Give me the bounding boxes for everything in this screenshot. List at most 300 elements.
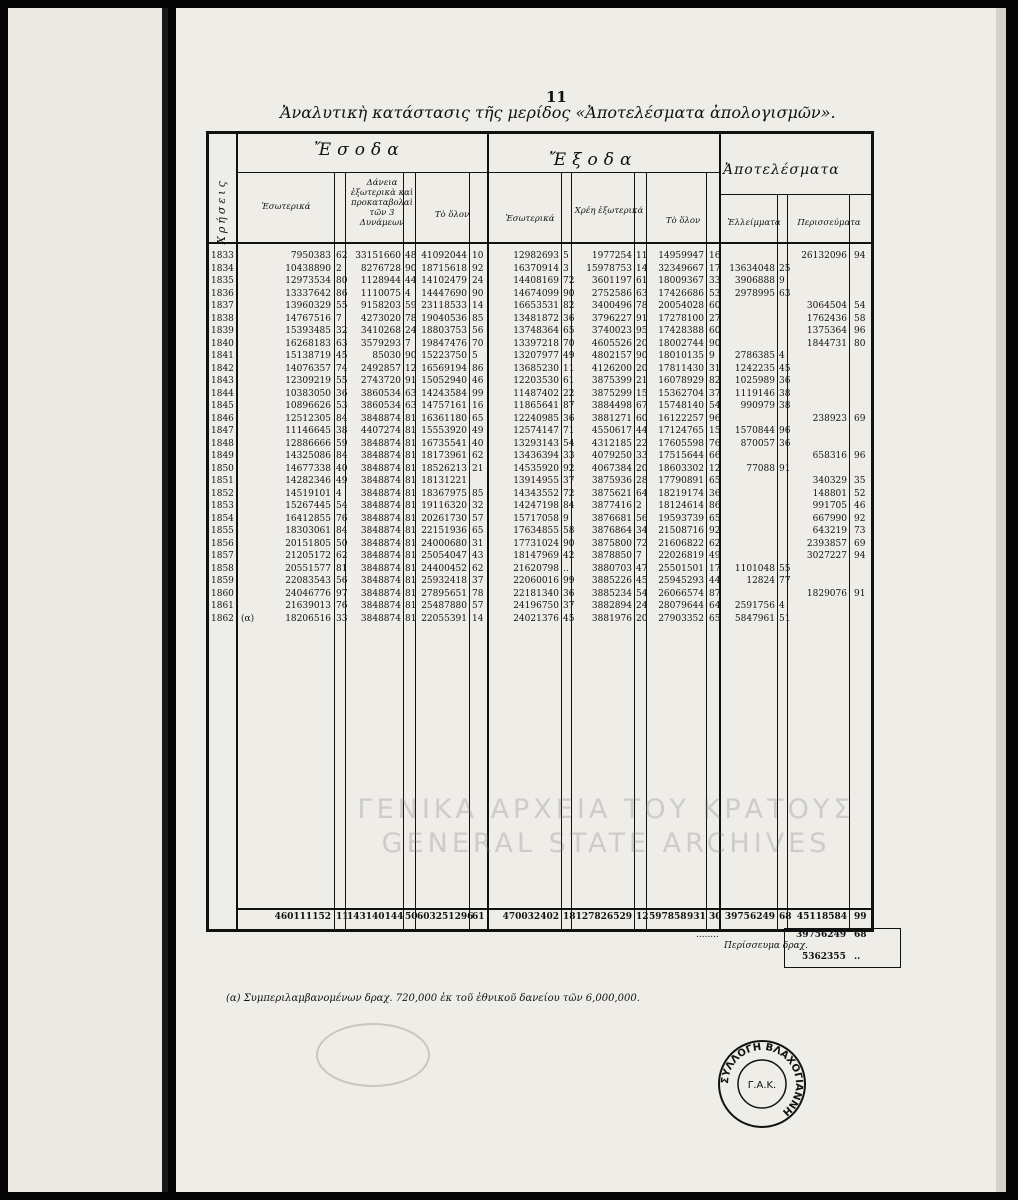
cell-domestic-income-cents: 55 <box>336 301 348 311</box>
cell-foreign-debts: 4126200 <box>591 363 632 374</box>
cell-foreign-debts: 3875399 <box>591 376 632 386</box>
cell-deficit-cents: 9 <box>779 276 785 286</box>
cell-domestic-expenses: 24196750 <box>513 601 559 611</box>
cell-total-income: 14102479 <box>421 276 467 286</box>
cell-total-expenses: 17605598 <box>658 438 704 449</box>
cell-domestic-expenses-cents: 70 <box>563 338 575 349</box>
table-row <box>209 451 871 464</box>
total-deficits-cents: 68 <box>779 912 792 922</box>
cell-loans: 8276728 <box>360 263 401 274</box>
cell-domestic-expenses: 13914955 <box>513 476 559 486</box>
cell-loans: 4273020 <box>360 313 401 324</box>
cell-domestic-expenses: 21620798 <box>513 563 559 574</box>
cell-domestic-expenses: 17731024 <box>513 538 559 549</box>
cell-year: 1862 <box>211 613 234 624</box>
cell-total-income-cents: 14 <box>472 613 484 624</box>
cell-foreign-debts-cents: 20 <box>636 463 648 474</box>
expenses-header: Ἔξοδα <box>549 150 638 170</box>
cell-total-expenses-cents: 44 <box>709 576 721 586</box>
cell-loans: 1110075 <box>360 288 401 299</box>
cell-domestic-income-cents: 38 <box>336 426 348 436</box>
cell-year: 1838 <box>211 313 234 324</box>
cell-domestic-income: 12309219 <box>285 376 331 386</box>
cell-surplus-cents: 69 <box>854 413 866 424</box>
cell-loans-cents: 81 <box>405 426 417 436</box>
cell-loans-cents: 48 <box>405 251 417 261</box>
cell-domestic-expenses-cents: 61 <box>563 376 575 386</box>
cell-domestic-income-cents: 32 <box>336 326 348 336</box>
cell-surplus: 1844731 <box>806 338 847 349</box>
cell-loans: 3860534 <box>360 388 401 399</box>
cell-loans-cents: 81 <box>405 413 417 424</box>
cell-loans-cents: 81 <box>405 476 417 486</box>
cell-domestic-income-cents: 55 <box>336 376 348 386</box>
total-income-cents: 61 <box>472 912 485 922</box>
cell-total-expenses-cents: 60 <box>709 326 721 336</box>
cell-total-income-cents: 70 <box>472 338 484 349</box>
cell-loans: 3410268 <box>360 326 401 336</box>
cell-total-expenses: 18010135 <box>658 351 704 361</box>
cell-domestic-income-cents: 62 <box>336 551 348 561</box>
cell-total-expenses: 14959947 <box>658 251 704 261</box>
cell-domestic-expenses-cents: 9 <box>563 513 569 524</box>
cell-total-expenses-cents: 17 <box>709 563 721 574</box>
page-edge <box>162 8 168 1192</box>
cell-total-income-cents: 90 <box>472 288 484 299</box>
cell-loans-cents: 81 <box>405 451 417 461</box>
cell-domestic-expenses-cents: 58 <box>563 526 575 536</box>
cell-foreign-debts: 3876681 <box>591 513 632 524</box>
balance-dots: ........ <box>696 930 719 940</box>
cell-domestic-expenses-cents: 65 <box>563 326 575 336</box>
cell-foreign-debts-cents: 34 <box>636 526 648 536</box>
cell-surplus: 1829076 <box>806 588 847 599</box>
cell-total-income-cents: 57 <box>472 513 484 524</box>
cell-foreign-debts: 4079250 <box>591 451 632 461</box>
cell-deficit: 2978995 <box>734 288 775 299</box>
cell-loans: 3860534 <box>360 401 401 411</box>
table-row <box>209 489 871 502</box>
cell-total-income: 18131221 <box>421 476 467 486</box>
cell-domestic-income-cents: 54 <box>336 501 348 511</box>
cell-domestic-income-cents: 84 <box>336 451 348 461</box>
cell-foreign-debts-cents: 24 <box>636 601 648 611</box>
cell-foreign-debts-cents: 15 <box>636 388 648 399</box>
cell-loans: 3579293 <box>360 338 401 349</box>
cell-domestic-income-cents: 81 <box>336 563 348 574</box>
cell-surplus-cents: 58 <box>854 313 866 324</box>
cell-domestic-income: 15393485 <box>285 326 331 336</box>
col-header-foreign-debts: Χρέη ἐξωτερικά <box>574 206 644 216</box>
cell-total-income-cents: 49 <box>472 426 484 436</box>
cell-foreign-debts-cents: 45 <box>636 576 648 586</box>
table-row <box>209 614 871 627</box>
cell-loans-cents: 81 <box>405 438 417 449</box>
cell-total-expenses: 18002744 <box>658 338 704 349</box>
cell-domestic-expenses: 13685230 <box>513 363 559 374</box>
cell-surplus: 2393857 <box>806 538 847 549</box>
cell-total-expenses: 17811430 <box>658 363 704 374</box>
cell-foreign-debts-cents: 56 <box>636 513 648 524</box>
cell-domestic-income-cents: 56 <box>336 576 348 586</box>
total-deficits: 39756249 <box>724 912 775 922</box>
cell-surplus-cents: 92 <box>854 513 866 524</box>
cell-foreign-debts: 3876864 <box>591 526 632 536</box>
cell-total-income: 18526213 <box>421 463 467 474</box>
cell-total-expenses-cents: 54 <box>709 401 721 411</box>
cell-year: 1856 <box>211 538 234 549</box>
cell-total-expenses-cents: 62 <box>709 538 721 549</box>
cell-domestic-expenses: 14674099 <box>513 288 559 299</box>
cell-loans: 3848874 <box>360 613 401 624</box>
cell-domestic-income: 13337642 <box>285 288 331 299</box>
cell-total-income: 19040536 <box>421 313 467 324</box>
cell-domestic-income: 18206516 <box>285 613 331 624</box>
cell-deficit-cents: 38 <box>779 401 791 411</box>
table-row <box>209 314 871 327</box>
cell-foreign-debts-cents: 11 <box>636 251 648 261</box>
cell-loans: 2743720 <box>360 376 401 386</box>
cell-year: 1861 <box>211 601 234 611</box>
cell-deficit: 870057 <box>740 438 775 449</box>
cell-deficit: 2591756 <box>734 601 775 611</box>
cell-surplus: 26132096 <box>801 251 847 261</box>
cell-domestic-income-cents: 4 <box>336 488 342 499</box>
cell-total-expenses-cents: 86 <box>709 501 721 511</box>
cell-total-income: 27895651 <box>421 588 467 599</box>
cell-total-expenses-cents: 49 <box>709 551 721 561</box>
cell-domestic-expenses-cents: 33 <box>563 451 575 461</box>
cell-total-expenses: 15748140 <box>658 401 704 411</box>
cell-loans-cents: 81 <box>405 613 417 624</box>
cell-total-income: 16735541 <box>421 438 467 449</box>
cell-foreign-debts: 3881976 <box>591 613 632 624</box>
cell-total-expenses: 25945293 <box>658 576 704 586</box>
cell-domestic-income-cents: 49 <box>336 476 348 486</box>
cell-loans: 3848874 <box>360 551 401 561</box>
cell-domestic-expenses: 11865641 <box>513 401 559 411</box>
cell-total-expenses: 18219174 <box>658 488 704 499</box>
cell-year: 1835 <box>211 276 234 286</box>
cell-total-income-cents: 65 <box>472 413 484 424</box>
cell-domestic-income: 22083543 <box>285 576 331 586</box>
cell-loans-cents: 81 <box>405 463 417 474</box>
cell-foreign-debts-cents: 20 <box>636 613 648 624</box>
cell-total-income-cents: 65 <box>472 526 484 536</box>
cell-surplus: 3027227 <box>806 551 847 561</box>
cell-domestic-income-cents: 84 <box>336 526 348 536</box>
cell-domestic-expenses: 13293143 <box>513 438 559 449</box>
cell-loans: 3848874 <box>360 476 401 486</box>
cell-domestic-expenses: 12240985 <box>513 413 559 424</box>
cell-domestic-expenses-cents: 3 <box>563 263 569 274</box>
table-row <box>209 514 871 527</box>
header-rule <box>719 194 871 195</box>
cell-total-expenses: 16122257 <box>658 413 704 424</box>
cell-total-income: 18715618 <box>421 263 467 274</box>
cell-deficit-cents: 55 <box>779 563 791 574</box>
cell-domestic-expenses-cents: 37 <box>563 601 575 611</box>
cell-domestic-expenses: 12982693 <box>513 251 559 261</box>
total-domestic-income: 460111152 <box>274 912 331 922</box>
cell-total-income: 24000680 <box>421 538 467 549</box>
cell-domestic-expenses: 15717058 <box>513 513 559 524</box>
cell-loans-cents: 81 <box>405 513 417 524</box>
income-header: Ἔσοδα <box>314 140 405 160</box>
table-row <box>209 501 871 514</box>
cell-domestic-income-cents: 74 <box>336 363 348 374</box>
cell-deficit: 3906888 <box>734 276 775 286</box>
cell-domestic-expenses-cents: 84 <box>563 501 575 511</box>
cell-domestic-expenses-cents: 71 <box>563 426 575 436</box>
cell-domestic-expenses-cents: 99 <box>563 576 575 586</box>
cell-deficit-cents: 91 <box>779 463 791 474</box>
col-header-loans: Δάνεια ἐξωτερικὰ καὶ προκαταβολαὶ τῶν 3 Δυνάμεων <box>350 178 414 228</box>
cell-foreign-debts-cents: 54 <box>636 588 648 599</box>
total-domestic-expenses-cents: 18 <box>563 912 576 922</box>
cell-year: 1855 <box>211 526 234 536</box>
cell-total-income-cents: 46 <box>472 376 484 386</box>
cell-domestic-income: 12973534 <box>285 276 331 286</box>
cell-loans-cents: 81 <box>405 488 417 499</box>
table-row <box>209 476 871 489</box>
cell-domestic-income: 20151805 <box>285 538 331 549</box>
cell-total-expenses-cents: 37 <box>709 388 721 399</box>
cell-foreign-debts: 3881271 <box>591 413 632 424</box>
cell-loans-cents: 12 <box>405 363 417 374</box>
cell-year: 1843 <box>211 376 234 386</box>
cell-domestic-income: 14282346 <box>285 476 331 486</box>
cell-total-income-cents: 62 <box>472 563 484 574</box>
cell-deficit: 2786385 <box>734 351 775 361</box>
cell-domestic-expenses: 12574147 <box>513 426 559 436</box>
cell-foreign-debts: 3875936 <box>591 476 632 486</box>
cell-total-expenses: 17790891 <box>658 476 704 486</box>
cell-loans: 33151660 <box>355 251 401 261</box>
cell-deficit: 1025989 <box>734 376 775 386</box>
cell-total-income-cents: 10 <box>472 251 484 261</box>
cell-loans: 3848874 <box>360 601 401 611</box>
cell-domestic-income: 18303061 <box>285 526 331 536</box>
cell-domestic-expenses: 18147969 <box>513 551 559 561</box>
cell-deficit: 1101048 <box>734 563 775 574</box>
cell-year: 1851 <box>211 476 234 486</box>
cell-domestic-income-cents: 63 <box>336 338 348 349</box>
total-expenses-separator: 931 <box>687 912 706 922</box>
cell-domestic-income: 14767516 <box>285 313 331 324</box>
cell-domestic-income: 10438890 <box>285 263 331 274</box>
cell-total-expenses: 27903352 <box>658 613 704 624</box>
cell-domestic-income-cents: 76 <box>336 601 348 611</box>
cell-domestic-income: 15267445 <box>285 501 331 511</box>
footnote: (α) Συμπεριλαμβανομένων δραχ. 720,000 ἐκ τοῦ ἐθνικοῦ δανείου τῶν 6,000,000. <box>226 993 640 1004</box>
cell-note-mark: (α) <box>241 613 255 624</box>
cell-total-expenses-cents: 64 <box>709 601 721 611</box>
cell-year: 1853 <box>211 501 234 511</box>
cell-loans-cents: 81 <box>405 501 417 511</box>
cell-loans-cents: 59 <box>405 301 417 311</box>
table-row <box>209 539 871 552</box>
col-header-total-expenses: Τὸ ὅλον <box>665 216 701 226</box>
cell-total-income: 18367975 <box>421 488 467 499</box>
cell-domestic-expenses-cents: 45 <box>563 613 575 624</box>
cell-year: 1837 <box>211 301 234 311</box>
cell-total-expenses: 16078929 <box>658 376 704 386</box>
cell-foreign-debts-cents: 95 <box>636 326 648 336</box>
cell-total-expenses-cents: 65 <box>709 513 721 524</box>
cell-loans: 3848874 <box>360 588 401 599</box>
cell-loans-cents: 81 <box>405 576 417 586</box>
cell-loans-cents: 81 <box>405 588 417 599</box>
cell-total-income-cents: 92 <box>472 263 484 274</box>
cell-domestic-income-cents: 36 <box>336 388 348 399</box>
cell-total-income-cents: 16 <box>472 401 484 411</box>
balance-deficit: 39756249 <box>796 930 847 940</box>
cell-deficit: 5847961 <box>734 613 775 624</box>
cell-total-income-cents: 14 <box>472 301 484 311</box>
cell-foreign-debts-cents: 20 <box>636 363 648 374</box>
cell-total-expenses-cents: 27 <box>709 313 721 324</box>
cell-total-income: 15052940 <box>421 376 467 386</box>
cell-domestic-income: 21205172 <box>285 551 331 561</box>
cell-foreign-debts-cents: 2 <box>636 501 642 511</box>
cell-domestic-expenses: 14247198 <box>513 501 559 511</box>
cell-loans-cents: 91 <box>405 376 417 386</box>
cell-domestic-expenses-cents: 22 <box>563 388 575 399</box>
cell-domestic-expenses: 13207977 <box>513 351 559 361</box>
cell-year: 1841 <box>211 351 234 361</box>
cell-loans: 3848874 <box>360 563 401 574</box>
cell-total-income: 14447690 <box>421 288 467 299</box>
cell-loans-cents: 63 <box>405 388 417 399</box>
cell-total-income-cents: 5 <box>472 351 478 361</box>
cell-domestic-income-cents: 53 <box>336 401 348 411</box>
cell-foreign-debts-cents: 63 <box>636 288 648 299</box>
cell-domestic-expenses-cents: 54 <box>563 438 575 449</box>
total-income: 603251296 <box>417 912 474 922</box>
cell-total-expenses: 18009367 <box>658 276 704 286</box>
cell-deficit-cents: 4 <box>779 601 785 611</box>
cell-domestic-expenses-cents: 49 <box>563 351 575 361</box>
table-row <box>209 414 871 427</box>
balance-deficit-cents: 68 <box>854 930 867 940</box>
cell-deficit: 1570844 <box>734 426 775 436</box>
cell-surplus: 667990 <box>812 513 847 524</box>
cell-surplus-cents: 96 <box>854 451 866 461</box>
table-row <box>209 276 871 289</box>
cell-year: 1845 <box>211 401 234 411</box>
cell-domestic-income: 10383050 <box>285 388 331 399</box>
cell-domestic-income: 13960329 <box>285 301 331 311</box>
cell-foreign-debts-cents: 14 <box>636 263 648 274</box>
total-expenses-cents: 30 <box>709 912 722 922</box>
cell-total-income: 41092044 <box>421 251 467 261</box>
cell-total-income: 25054047 <box>421 551 467 561</box>
cell-surplus: 643219 <box>812 526 847 536</box>
cell-domestic-income: 14519101 <box>285 488 331 499</box>
cell-total-expenses: 17124765 <box>658 426 704 436</box>
cell-total-expenses-cents: 9 <box>709 351 715 361</box>
cell-total-income: 19847476 <box>421 338 467 349</box>
cell-total-income-cents: 37 <box>472 576 484 586</box>
cell-year: 1858 <box>211 563 234 574</box>
seal-center-text: Γ.Α.Κ. <box>747 1080 777 1091</box>
cell-surplus-cents: 46 <box>854 501 866 511</box>
table-row <box>209 289 871 302</box>
cell-domestic-expenses: 16370914 <box>513 263 559 274</box>
cell-deficit: 990979 <box>740 401 775 411</box>
cell-total-expenses-cents: 66 <box>709 451 721 461</box>
cell-domestic-expenses: 22181340 <box>513 588 559 599</box>
cell-domestic-expenses: 24021376 <box>513 613 559 624</box>
total-domestic-expenses: 470032402 <box>502 912 559 922</box>
cell-domestic-expenses: 13397218 <box>513 338 559 349</box>
cell-domestic-expenses-cents: 87 <box>563 401 575 411</box>
cell-year: 1836 <box>211 288 234 299</box>
cell-total-income-cents: 43 <box>472 551 484 561</box>
collection-seal <box>716 1038 808 1130</box>
cell-domestic-income-cents: 45 <box>336 351 348 361</box>
cell-domestic-expenses: 22060016 <box>513 576 559 586</box>
cell-foreign-debts: 3877416 <box>591 501 632 511</box>
total-domestic-income-cents: 11 <box>336 912 349 922</box>
cell-total-income: 15553920 <box>421 426 467 436</box>
col-header-domestic-expenses: Ἐσωτερικά <box>505 214 555 224</box>
cell-domestic-income: 10896626 <box>285 401 331 411</box>
cell-total-income: 16361180 <box>421 413 467 424</box>
cell-foreign-debts-cents: 64 <box>636 488 648 499</box>
cell-total-income: 22055391 <box>421 613 467 624</box>
cell-total-expenses: 17428388 <box>658 326 704 336</box>
cell-deficit: 13634048 <box>729 263 775 274</box>
cell-total-expenses-cents: 65 <box>709 476 721 486</box>
cell-year: 1850 <box>211 463 234 474</box>
total-loans: 143140144 <box>347 912 404 922</box>
table-row <box>209 339 871 352</box>
table-row <box>209 364 871 377</box>
cell-total-expenses-cents: 96 <box>709 413 721 424</box>
cell-domestic-income: 14076357 <box>285 363 331 374</box>
cell-domestic-expenses-cents: 42 <box>563 551 575 561</box>
cell-foreign-debts-cents: 20 <box>636 338 648 349</box>
cell-year: 1833 <box>211 251 234 261</box>
cell-domestic-income-cents: 40 <box>336 463 348 474</box>
cell-domestic-expenses-cents: 72 <box>563 276 575 286</box>
cell-total-expenses-cents: 87 <box>709 588 721 599</box>
cell-domestic-income: 12886666 <box>285 438 331 449</box>
cell-domestic-income: 16412855 <box>285 513 331 524</box>
cell-domestic-expenses: 13748364 <box>513 326 559 336</box>
table-row <box>209 551 871 564</box>
cell-foreign-debts: 3882894 <box>591 601 632 611</box>
cell-foreign-debts-cents: 28 <box>636 476 648 486</box>
cell-loans-cents: 81 <box>405 538 417 549</box>
cell-deficit-cents: 36 <box>779 376 791 386</box>
cell-total-expenses: 17278100 <box>658 313 704 324</box>
cell-foreign-debts-cents: 21 <box>636 376 648 386</box>
cell-total-income: 20261730 <box>421 513 467 524</box>
cell-surplus-cents: 35 <box>854 476 866 486</box>
cell-surplus: 238923 <box>812 413 847 424</box>
cell-total-income: 25932418 <box>421 576 467 586</box>
cell-loans: 3848874 <box>360 413 401 424</box>
cell-foreign-debts: 15978753 <box>586 263 632 274</box>
document-page <box>176 8 1006 1192</box>
cell-total-expenses: 26066574 <box>658 588 704 599</box>
cell-year: 1857 <box>211 551 234 561</box>
cell-deficit-cents: 38 <box>779 388 791 399</box>
cell-surplus-cents: 73 <box>854 526 866 536</box>
